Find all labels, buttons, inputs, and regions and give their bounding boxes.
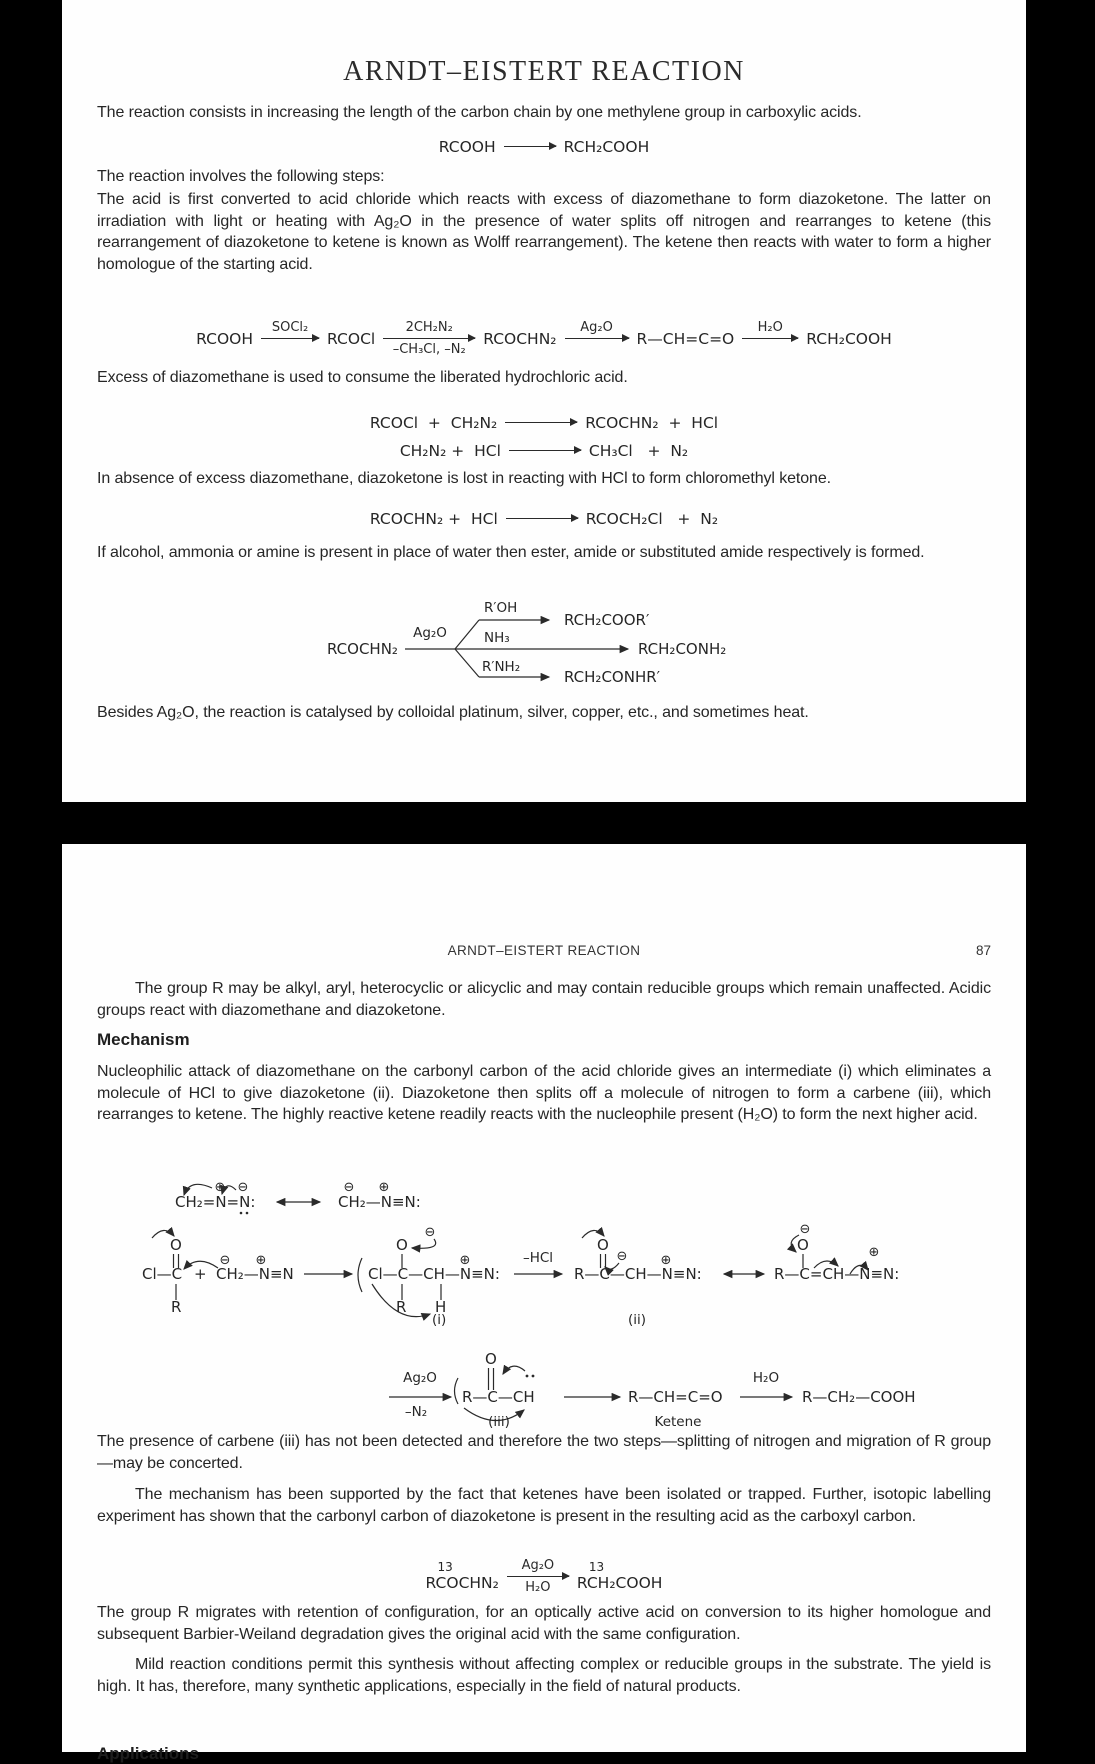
labelled-reactant: 13 RCOCHN₂ (425, 1560, 499, 1592)
branch-reagent-nh3: NH₃ (484, 630, 510, 646)
arrow-shaft (505, 422, 577, 423)
plus-sign: + (194, 1265, 207, 1283)
page-number: 87 (975, 943, 991, 958)
lone-pair-dot (532, 1375, 535, 1378)
reaction-arrow: SOCl₂ (261, 320, 319, 357)
plus-charge: ⊕ (214, 1180, 226, 1195)
minus-charge: ⊖ (343, 1180, 355, 1195)
mechanism-heading: Mechanism (97, 1030, 190, 1049)
arrow-shaft (506, 518, 578, 519)
minus-charge: ⊖ (219, 1253, 231, 1268)
diazomethane-left-structure (175, 1180, 255, 1214)
diazomethane-right-structure (338, 1180, 421, 1211)
electron-arrow (412, 1239, 436, 1248)
r-group: R (396, 1298, 407, 1316)
branch-lower (455, 649, 661, 686)
isotope-equation (62, 1558, 1026, 1595)
page-2 (62, 844, 1026, 1763)
h-atom: H (435, 1298, 447, 1316)
diazoketone-formula: R—C—CH—N≡N: (574, 1265, 702, 1283)
branch-product-amide: RCH₂CONH₂ (638, 640, 727, 658)
overall-equation (62, 128, 1026, 165)
reaction-arrow: Ag₂O H₂O (507, 1558, 569, 1595)
minus-n2-label: –N₂ (404, 1404, 428, 1420)
branch-catalyst: Ag₂O (413, 625, 447, 641)
retention-paragraph: The group R migrates with retention of configuration, for an optically active acid on conversion to its higher homologue and subsequent Barbier-Weiland degradation gives the original acid with the same configuration. (97, 1604, 991, 1643)
arrow-shaft (509, 450, 581, 451)
plus-charge: ⊕ (378, 1180, 390, 1195)
label-i: (i) (432, 1312, 447, 1328)
group-r-paragraph: The group R may be alkyl, aryl, heterocyclic or alicyclic and may contain reducible groups which remain unaffected. Acidic groups react with diazomethane and diazoketone. (97, 980, 991, 1019)
diazoketone-structure (574, 1230, 702, 1328)
plus-charge: ⊕ (868, 1245, 880, 1260)
mechanism-step-diagram (62, 1222, 1026, 1332)
scheme-rcocl: RCOCl (327, 329, 376, 348)
reaction-arrow (509, 432, 581, 469)
diazomethane-formula: CH₂—N≡N (216, 1265, 294, 1283)
reaction-arrow: 2CH₂N₂ –CH₃Cl, –N₂ (383, 320, 475, 357)
lone-pair-dot (526, 1375, 529, 1378)
reaction-arrow: Ag₂O (565, 320, 629, 357)
tetrahedral-intermediate (358, 1225, 500, 1328)
steps-intro: The reaction involves the following steps: (97, 168, 385, 185)
cl-c-label: Cl—C (142, 1265, 183, 1283)
equation-left: CH₂N₂ + HCl (399, 441, 501, 460)
branch-middle (455, 630, 726, 658)
enolate-o: O (797, 1236, 809, 1254)
diazomethane-formula: CH₂—N≡N: (338, 1193, 421, 1211)
scheme-ketene: R—CH=C=O (636, 329, 735, 348)
carbene-to-ketene-diagram (62, 1334, 1026, 1430)
overall-left: RCOOH (438, 137, 496, 156)
intro-paragraph: The reaction consists in increasing the length of the carbon chain by one methylene group in carboxylic acids. (97, 104, 862, 121)
minus-charge: ⊖ (237, 1180, 249, 1195)
arrow-shaft (742, 338, 798, 339)
scheme-rcooh: RCOOH (196, 329, 254, 348)
plus-charge: ⊕ (660, 1253, 672, 1268)
page-1 (62, 0, 1026, 802)
branch-reagent-roh: R′OH (484, 600, 518, 616)
excess-paragraph: Excess of diazomethane is used to consume the liberated hydrochloric acid. (97, 369, 628, 386)
equation-b (62, 432, 1026, 469)
equation-left: RCOCHN₂ + HCl (369, 509, 498, 528)
electron-arrow (503, 1366, 525, 1374)
reaction-arrow: H₂O (742, 320, 798, 357)
lone-pair-dot (240, 1212, 243, 1215)
carbonyl-o: O (170, 1236, 182, 1254)
paren-arc (358, 1258, 362, 1292)
diazomethane-resonance-diagram (62, 1178, 1026, 1228)
main-scheme (62, 320, 1026, 357)
intermediate-formula: Cl—C—CH—N≡N: (368, 1265, 500, 1283)
arrow-shaft (383, 338, 475, 339)
reaction-arrow (504, 128, 556, 165)
r-group: R (171, 1298, 182, 1316)
carbene-formula: R—C—CH (462, 1388, 535, 1406)
equation-left: RCOCl + CH₂N₂ (369, 413, 498, 432)
running-header: ARNDT–EISTERT REACTION (447, 943, 641, 958)
applications-heading-clipped: Applications (97, 1744, 200, 1763)
carbene-structure (455, 1350, 535, 1430)
overall-right: RCH₂COOH (563, 137, 650, 156)
arrow-shaft (261, 338, 319, 339)
arrow-shaft (565, 338, 629, 339)
equation-right: RCOCHN₂ + HCl (585, 413, 719, 432)
scheme-product: RCH₂COOH (806, 329, 892, 348)
equation-right: CH₃Cl + N₂ (588, 441, 689, 460)
plus-charge: ⊕ (255, 1253, 267, 1268)
lone-pair-dot (246, 1212, 249, 1215)
diazomethane-formula: CH₂=N=N: (175, 1193, 256, 1211)
acid-chloride-structure (142, 1230, 182, 1316)
mechanism-paragraph: Nucleophilic attack of diazomethane on the carbonyl carbon of the acid chloride gives an intermediate (i) which eliminates a molecule of HCl to give diazoketone (ii). Diazoketone then splits off a molecule of nitrogen to form a carbene (iii), which rearranges to ketene. The highly reactive ketene readily reacts with the nucleophile present (H₂O) to form the next higher acid. (97, 1063, 991, 1123)
support-paragraph: The mechanism has been supported by the fact that ketenes have been isolated or trapped. Further, isotopic labelling experiment has shown that the carbonyl carbon of diazoketone is present in the resulting acid as the carboxyl carbon. (97, 1486, 991, 1525)
arrow-shaft (504, 146, 556, 147)
branch-product-ester: RCH₂COOR′ (564, 611, 650, 629)
alcohol-paragraph: If alcohol, ammonia or amine is present in place of water then ester, amide or substituted amide respectively is formed. (97, 544, 925, 561)
label-ii: (ii) (628, 1312, 647, 1328)
carbene-paragraph: The presence of carbene (iii) has not been detected and therefore the two steps—splitting of nitrogen and migration of R group—may be concerted. (97, 1433, 991, 1472)
label-iii: (iii) (488, 1414, 510, 1430)
ag2o-label: Ag₂O (403, 1370, 437, 1386)
branch-reactant: RCOCHN₂ (327, 640, 398, 658)
minus-charge: ⊖ (799, 1222, 811, 1237)
h2o-label: H₂O (752, 1370, 780, 1386)
isotope-13-label: 13 (437, 1560, 453, 1574)
steps-paragraph: The acid is first converted to acid chloride which reacts with excess of diazomethane to form diazoketone. The latter on irradiation with light or heating with Ag₂O in the presence of water splits off nitrogen and rearranges to ketene (this rearrangement of diazoketone to ketene is known as Wolff rearrangement). The ketene then reacts with water to form a higher homologue of the starting acid. (97, 191, 991, 273)
labelled-product: 13 RCH₂COOH (576, 1560, 663, 1592)
resonance-formula: R—C=CH—N≡N: (774, 1265, 900, 1283)
ketene-formula: R—CH=C=O (628, 1388, 723, 1406)
plus-charge: ⊕ (459, 1253, 471, 1268)
paren-arc (455, 1378, 459, 1404)
absence-paragraph: In absence of excess diazomethane, diazoketone is lost in reacting with HCl to form chloromethyl ketone. (97, 470, 831, 487)
reaction-arrow (506, 500, 578, 537)
chapter-title: ARNDT–EISTERT REACTION (343, 56, 745, 87)
alkoxide-o: O (396, 1236, 408, 1254)
minus-hcl-label: –HCl (522, 1250, 554, 1266)
final-acid-formula: R—CH₂—COOH (802, 1388, 916, 1406)
diazoketone-resonance-structure (774, 1222, 899, 1283)
minus-charge: ⊖ (616, 1249, 628, 1264)
carbonyl-o: O (485, 1350, 497, 1368)
minus-charge: ⊖ (424, 1225, 436, 1240)
mild-conditions-paragraph: Mild reaction conditions permit this synthesis without affecting complex or reducible groups in the substrate. The yield is high. It has, therefore, many synthetic applications, especially in the field of natural products. (97, 1656, 991, 1695)
branch-reagent-rnh2: R′NH₂ (482, 659, 521, 675)
ketene-caption: Ketene (654, 1414, 702, 1430)
isotope-13-label: 13 (588, 1560, 605, 1574)
carbonyl-o: O (597, 1236, 609, 1254)
besides-paragraph: Besides Ag₂O, the reaction is catalysed by colloidal platinum, silver, copper, etc., and sometimes heat. (97, 704, 809, 721)
scheme-diazoketone: RCOCHN₂ (483, 329, 557, 348)
equation-c (62, 500, 1026, 537)
branch-product-subst-amide: RCH₂CONHR′ (564, 668, 661, 686)
branching-reaction-diagram (292, 585, 892, 700)
equation-right: RCOCH₂Cl + N₂ (585, 509, 719, 528)
arrow-shaft (507, 1576, 569, 1577)
